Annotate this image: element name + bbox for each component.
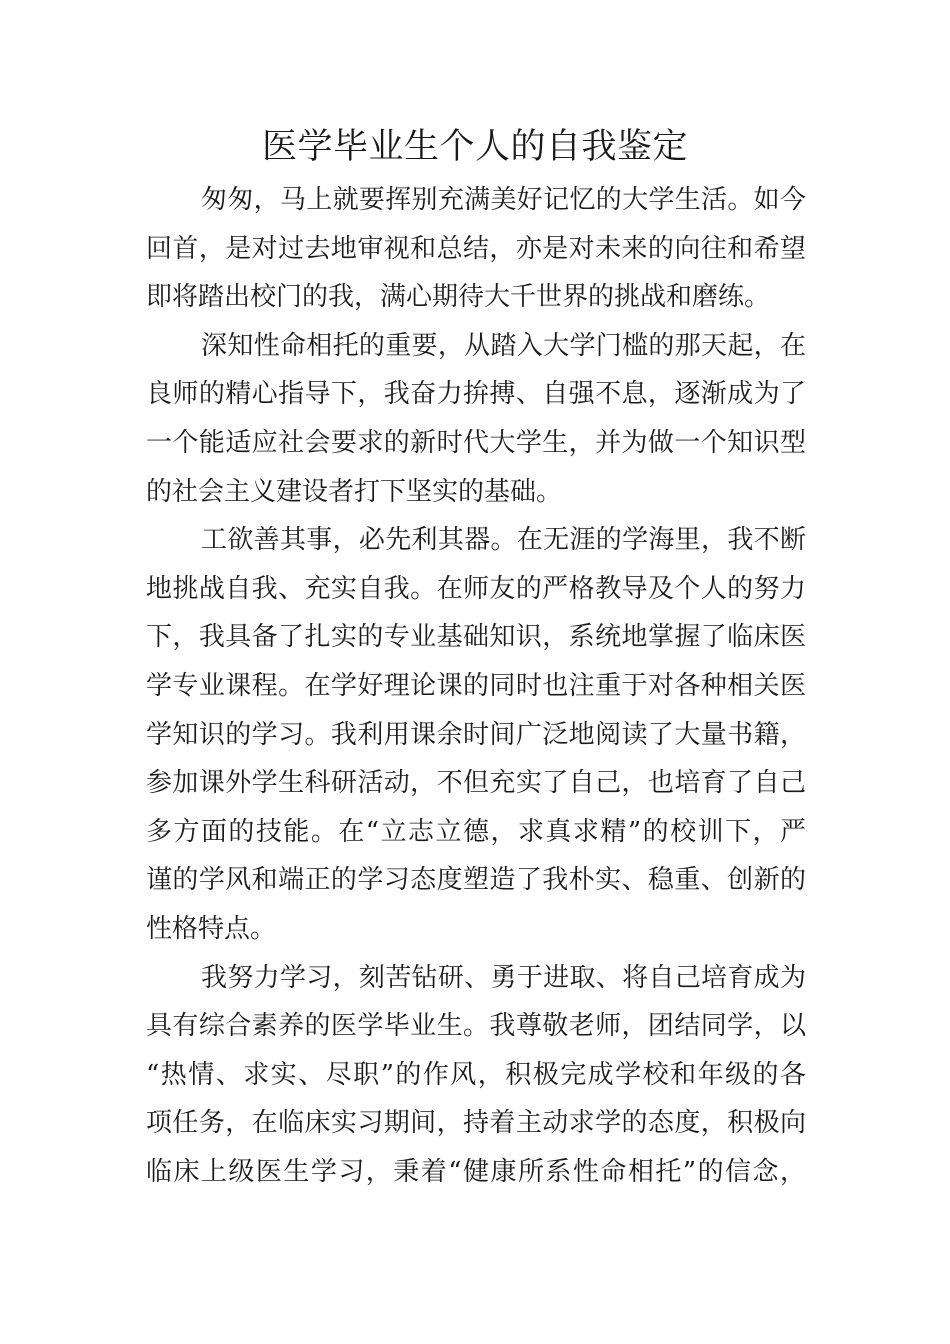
paragraph-3-line-7: 多方面的技能。在“立志立德，求真求精”的校训下，严 <box>146 816 806 847</box>
paragraph-4-line-4: 项任务，在临床实习期间，持着主动求学的态度，积极向 <box>146 1108 806 1139</box>
paragraph-2-line-3: 一个能适应社会要求的新时代大学生，并为做一个知识型 <box>146 427 806 458</box>
paragraph-4-line-5: 临床上级医生学习，秉着“健康所系性命相托”的信念， <box>146 1156 806 1187</box>
paragraph-3-line-2: 地挑战自我、充实自我。在师友的严格教导及个人的努力 <box>146 573 806 604</box>
paragraph-4-line-3: “热情、求实、尽职”的作风，积极完成学校和年级的各 <box>146 1059 806 1090</box>
paragraph-3-line-1: 工欲善其事，必先利其器。在无涯的学海里，我不断 <box>201 525 806 556</box>
paragraph-1-line-1: 匆匆，马上就要挥别充满美好记忆的大学生活。如今 <box>201 185 806 215</box>
paragraph-3-line-5: 学知识的学习。我利用课余时间广泛地阅读了大量书籍， <box>146 719 806 750</box>
paragraph-3-line-6: 参加课外学生科研活动，不但充实了自己，也培育了自己 <box>146 768 806 799</box>
paragraph-3-line-4: 学专业课程。在学好理论课的同时也注重于对各种相关医 <box>146 670 806 701</box>
document-title: 医学毕业生个人的自我鉴定 <box>261 127 688 167</box>
document-body <box>146 176 806 1196</box>
paragraph-2-line-2: 良师的精心指导下，我奋力拚搏、自强不息，逐渐成为了 <box>146 379 806 410</box>
paragraph-3-line-3: 下，我具备了扎实的专业基础知识，系统地掌握了临床医 <box>146 622 806 653</box>
paragraph-1-line-2: 回首，是对过去地审视和总结，亦是对未来的向往和希望 <box>146 233 806 264</box>
paragraph-4-line-2: 具有综合素养的医学毕业生。我尊敬老师，团结同学，以 <box>146 1011 806 1042</box>
paragraph-4-line-1: 我努力学习，刻苦钻研、勇于进取、将自己培育成为 <box>201 962 806 993</box>
paragraph-1-line-3: 即将踏出校门的我，满心期待大千世界的挑战和磨练。 <box>146 282 771 313</box>
paragraph-2-line-1: 深知性命相托的重要，从踏入大学门槛的那天起，在 <box>201 330 806 361</box>
paragraph-2-line-4: 的社会主义建设者打下坚实的基础。 <box>146 476 563 507</box>
paragraph-3-line-9: 性格特点。 <box>146 913 277 944</box>
paragraph-3-line-8: 谨的学风和端正的学习态度塑造了我朴实、稳重、创新的 <box>146 865 806 896</box>
